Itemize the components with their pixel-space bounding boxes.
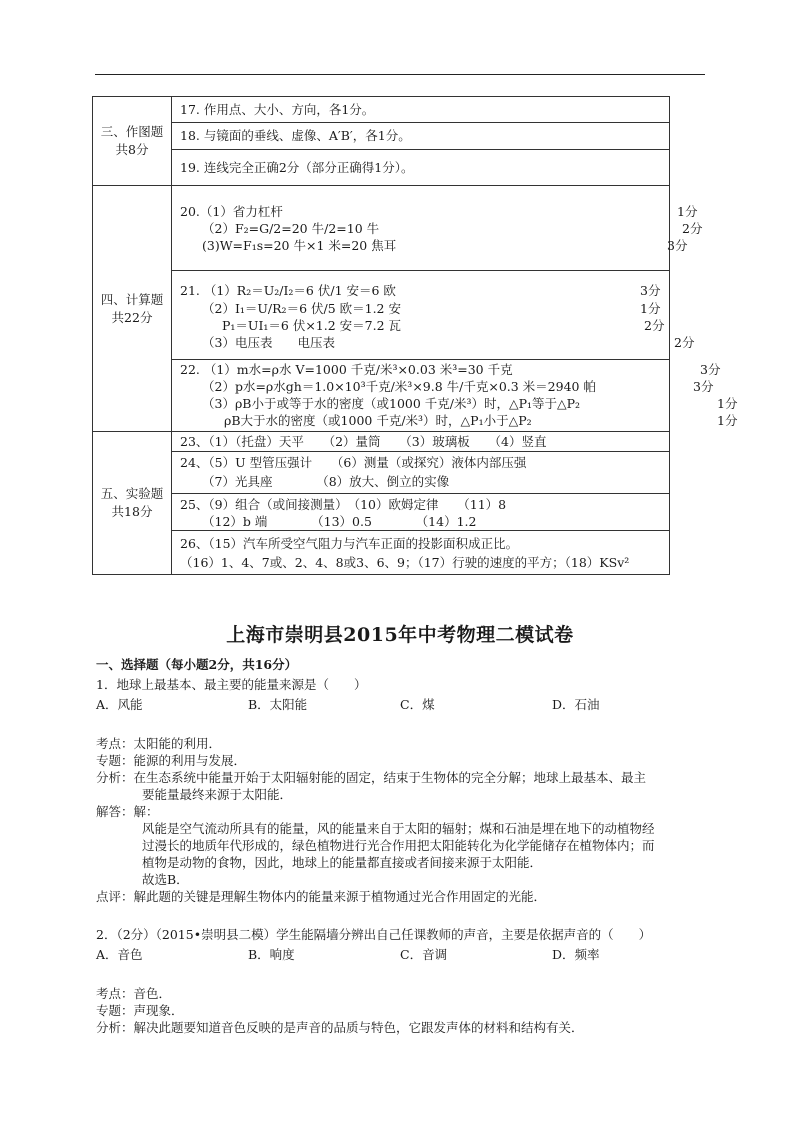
section-heading: 一、选择题（每小题2分，共16分） (96, 657, 298, 672)
answer-row-20 (172, 186, 703, 271)
answer-text: （3）ρB小于或等于水的密度（或1000 千克/米³）时，△P₁等于△P₂ (202, 396, 581, 411)
option-d: D．频率 (552, 947, 600, 962)
answer-row-26 (172, 531, 670, 575)
answer-text: P₁＝UI₁＝6 伏×1.2 安＝7.2 瓦 (222, 318, 402, 333)
analysis-zhuanti: 专题：能源的利用与发展． (96, 753, 247, 768)
answer-text: （16）1、4、7或、2、4、8或3、6、9；（17）行驶的速度的平方；（18）KSv² (180, 555, 630, 570)
page-title: 上海市崇明县2015年中考物理二模试卷 (226, 624, 574, 646)
score-text: 3分 (667, 238, 688, 253)
analysis-fenxi: 分析：在生态系统中能量开始于太阳辐射能的固定，结束于生物体的完全分解；地球上最基本、最主 (96, 770, 647, 785)
section-label-drawing (93, 97, 172, 186)
score-text: 1分 (717, 396, 738, 411)
answer-text: 17. 作用点、大小、方向，各1分。 (180, 102, 375, 117)
answer-text: 21. （1）R₂＝U₂/I₂＝6 伏/1 安＝6 欧 (180, 283, 396, 298)
answer-row-21 (172, 271, 695, 360)
answer-row-23 (172, 432, 670, 452)
score-text: 2分 (682, 221, 703, 236)
option-a: A．风能 (96, 697, 143, 712)
answer-text: 25、（9）组合（或间接测量） （10）欧姆定律 （11）8 (180, 497, 507, 512)
answer-text: 22. （1）m水=ρ水 V=1000 千克/米³×0.03 米³=30 千克 (180, 362, 513, 377)
section-label-experiment (93, 432, 172, 575)
section-label-line: 共8分 (115, 142, 149, 157)
section-label-calculation (93, 186, 172, 432)
analysis-kaodian: 考点：太阳能的利用． (96, 736, 222, 751)
answer-text: （12）b 端 （13）0.5 （14）1.2 (202, 514, 477, 529)
score-text: 3分 (693, 379, 714, 394)
question-stem: 1．地球上最基本、最主要的能量来源是（ ） (96, 677, 367, 692)
answer-text: 19. 连线完全正确2分（部分正确得1分）。 (180, 160, 414, 175)
answer-text: （2）p水=ρ水gh＝1.0×10³千克/米³×9.8 牛/千克×0.3 米＝2940 帕 (202, 379, 596, 394)
option-b: B．太阳能 (248, 697, 308, 712)
section-label-line: 共18分 (111, 504, 153, 519)
score-text: 1分 (677, 204, 698, 219)
answer-text: 18. 与镜面的垂线、虚像、A′B′，各1分。 (180, 128, 411, 143)
answer-row-18 (172, 123, 670, 150)
option-d: D．石油 (552, 697, 600, 712)
answer-text: 26、（15）汽车所受空气阻力与汽车正面的投影面积成正比。 (180, 536, 519, 551)
header-rule (95, 74, 705, 75)
answer-text: 23、（1）（托盘）天平 （2）量筒 （3）玻璃板 （4）竖直 (180, 434, 547, 449)
analysis-jieda: 解答：解： (96, 804, 159, 819)
option-b: B．响度 (248, 947, 295, 962)
question-stem: 2．（2分）（2015•崇明县二模）学生能隔墙分辨出自己任课教师的声音，主要是依据声音的（ ） (96, 927, 652, 942)
solution-text: 风能是空气流动所具有的能量，风的能量来自于太阳的辐射；煤和石油是埋在地下的动植物经 (142, 821, 655, 836)
score-text: 1分 (640, 301, 661, 316)
score-text: 1分 (717, 413, 738, 428)
score-text: 3分 (700, 362, 721, 377)
analysis-fenxi-cont: 要能量最终来源于太阳能． (142, 787, 293, 802)
analysis-dianping: 点评：解此题的关键是理解生物体内的能量来源于植物通过光合作用固定的光能． (96, 889, 547, 904)
answer-text: （2）I₁＝U/R₂＝6 伏/5 欧＝1.2 安 (202, 301, 401, 316)
answer-text: （2）F₂=G/2=20 牛/2=10 牛 (202, 221, 380, 236)
solution-text: 故选B． (142, 872, 189, 887)
section-label-line: 五、实验题 (100, 486, 164, 501)
score-text: 2分 (644, 318, 665, 333)
answer-row-19 (172, 150, 670, 186)
analysis-kaodian: 考点：音色． (96, 986, 172, 1001)
answer-row-17 (172, 97, 670, 123)
answer-row-24 (172, 452, 670, 494)
answer-row-25 (172, 494, 670, 531)
section-label-line: 四、计算题 (100, 291, 164, 307)
answer-row-22 (172, 360, 738, 432)
answer-table (92, 96, 738, 575)
option-a: A．音色 (96, 947, 143, 962)
option-c: C．音调 (400, 947, 448, 962)
answer-text: 20.（1）省力杠杆 (180, 204, 283, 219)
answer-text: (3)W=F₁s=20 牛×1 米=20 焦耳 (202, 238, 397, 253)
answer-text: 24、（5）U 型管压强计 （6）测量（或探究）液体内部压强 (180, 455, 527, 470)
score-text: 3分 (640, 283, 661, 298)
option-c: C．煤 (400, 697, 435, 712)
solution-text: 植物是动物的食物，因此，地球上的能量都直接或者间接来源于太阳能． (142, 855, 543, 870)
analysis-zhuanti: 专题：声现象． (96, 1003, 184, 1018)
score-text: 2分 (674, 335, 695, 350)
answer-text: （3）电压表 电压表 (202, 335, 335, 350)
answer-text: ρB大于水的密度（或1000 千克/米³）时，△P₁小于△P₂ (224, 413, 532, 428)
analysis-fenxi: 分析：解决此题要知道音色反映的是声音的品质与特色，它跟发声体的材料和结构有关． (96, 1020, 584, 1035)
answer-text: （7）光具座 （8）放大、倒立的实像 (202, 474, 450, 489)
solution-text: 过漫长的地质年代形成的，绿色植物进行光合作用把太阳能转化为化学能储存在植物体内；而 (142, 838, 655, 853)
section-label-line: 三、作图题 (100, 124, 164, 139)
section-label-line: 共22分 (111, 309, 153, 325)
